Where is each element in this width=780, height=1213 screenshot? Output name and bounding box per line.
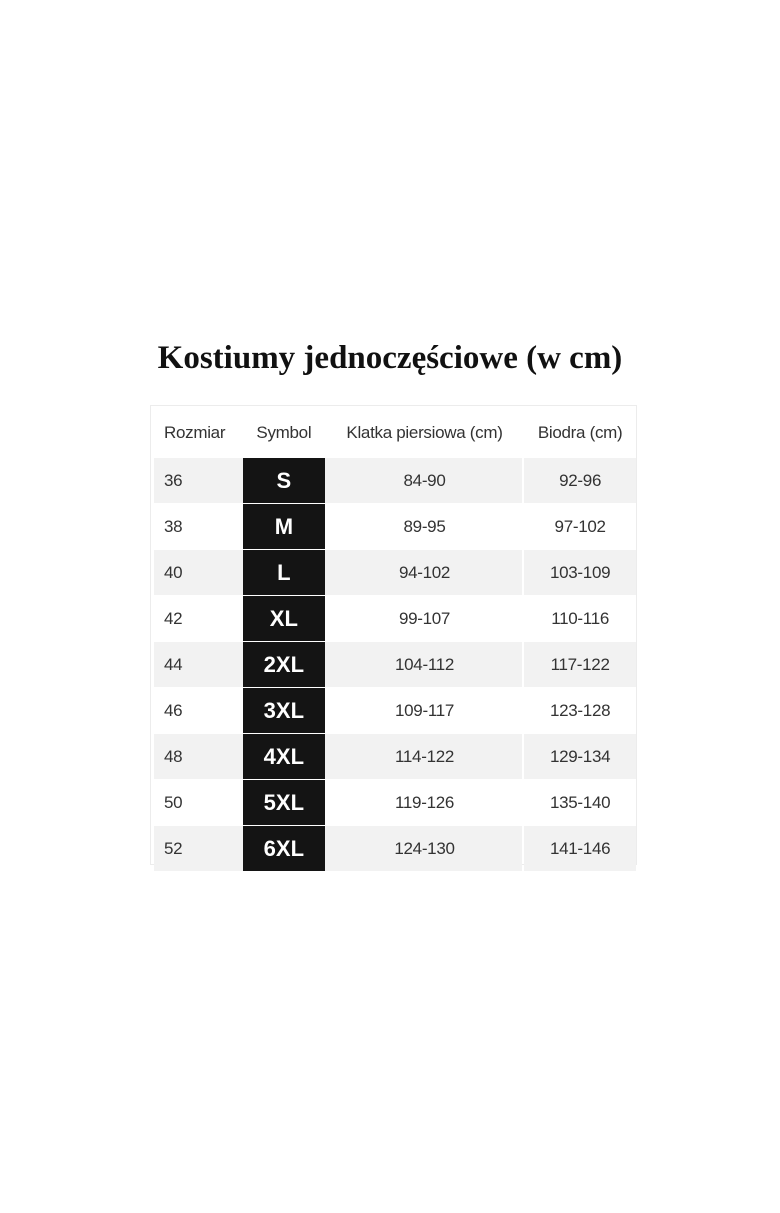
page-title: Kostiumy jednoczęściowe (w cm) (157, 340, 623, 376)
cell-hips: 117-122 (524, 641, 636, 687)
table-row (154, 825, 636, 871)
table-row (154, 595, 636, 641)
cell-hips: 103-109 (524, 549, 636, 595)
cell-size: 52 (154, 825, 243, 871)
cell-chest: 114-122 (327, 733, 522, 779)
cell-size: 40 (154, 549, 243, 595)
header-size: Rozmiar (154, 409, 243, 457)
cell-chest: 124-130 (327, 825, 522, 871)
cell-size: 42 (154, 595, 243, 641)
cell-chest: 94-102 (327, 549, 522, 595)
header-symbol: Symbol (243, 409, 325, 457)
size-table (154, 409, 636, 871)
cell-symbol: XL (243, 595, 325, 641)
cell-hips: 110-116 (524, 595, 636, 641)
header-chest: Klatka piersiowa (cm) (327, 409, 522, 457)
cell-size: 36 (154, 457, 243, 503)
cell-hips: 97-102 (524, 503, 636, 549)
cell-symbol: 5XL (243, 779, 325, 825)
cell-symbol: 6XL (243, 825, 325, 871)
table-row (154, 549, 636, 595)
table-row (154, 503, 636, 549)
cell-hips: 92-96 (524, 457, 636, 503)
cell-hips: 123-128 (524, 687, 636, 733)
cell-chest: 99-107 (327, 595, 522, 641)
cell-size: 46 (154, 687, 243, 733)
size-chart (150, 405, 637, 865)
cell-chest: 119-126 (327, 779, 522, 825)
cell-hips: 141-146 (524, 825, 636, 871)
cell-chest: 84-90 (327, 457, 522, 503)
table-header-row (154, 409, 636, 457)
cell-symbol: M (243, 503, 325, 549)
table-row (154, 457, 636, 503)
header-hips: Biodra (cm) (524, 409, 636, 457)
cell-hips: 135-140 (524, 779, 636, 825)
cell-size: 44 (154, 641, 243, 687)
table-row (154, 641, 636, 687)
cell-size: 38 (154, 503, 243, 549)
cell-symbol: S (243, 457, 325, 503)
cell-chest: 89-95 (327, 503, 522, 549)
cell-size: 50 (154, 779, 243, 825)
table-row (154, 733, 636, 779)
table-row (154, 687, 636, 733)
cell-symbol: 4XL (243, 733, 325, 779)
cell-chest: 109-117 (327, 687, 522, 733)
cell-symbol: 3XL (243, 687, 325, 733)
cell-symbol: L (243, 549, 325, 595)
cell-symbol: 2XL (243, 641, 325, 687)
cell-chest: 104-112 (327, 641, 522, 687)
table-row (154, 779, 636, 825)
cell-hips: 129-134 (524, 733, 636, 779)
cell-size: 48 (154, 733, 243, 779)
